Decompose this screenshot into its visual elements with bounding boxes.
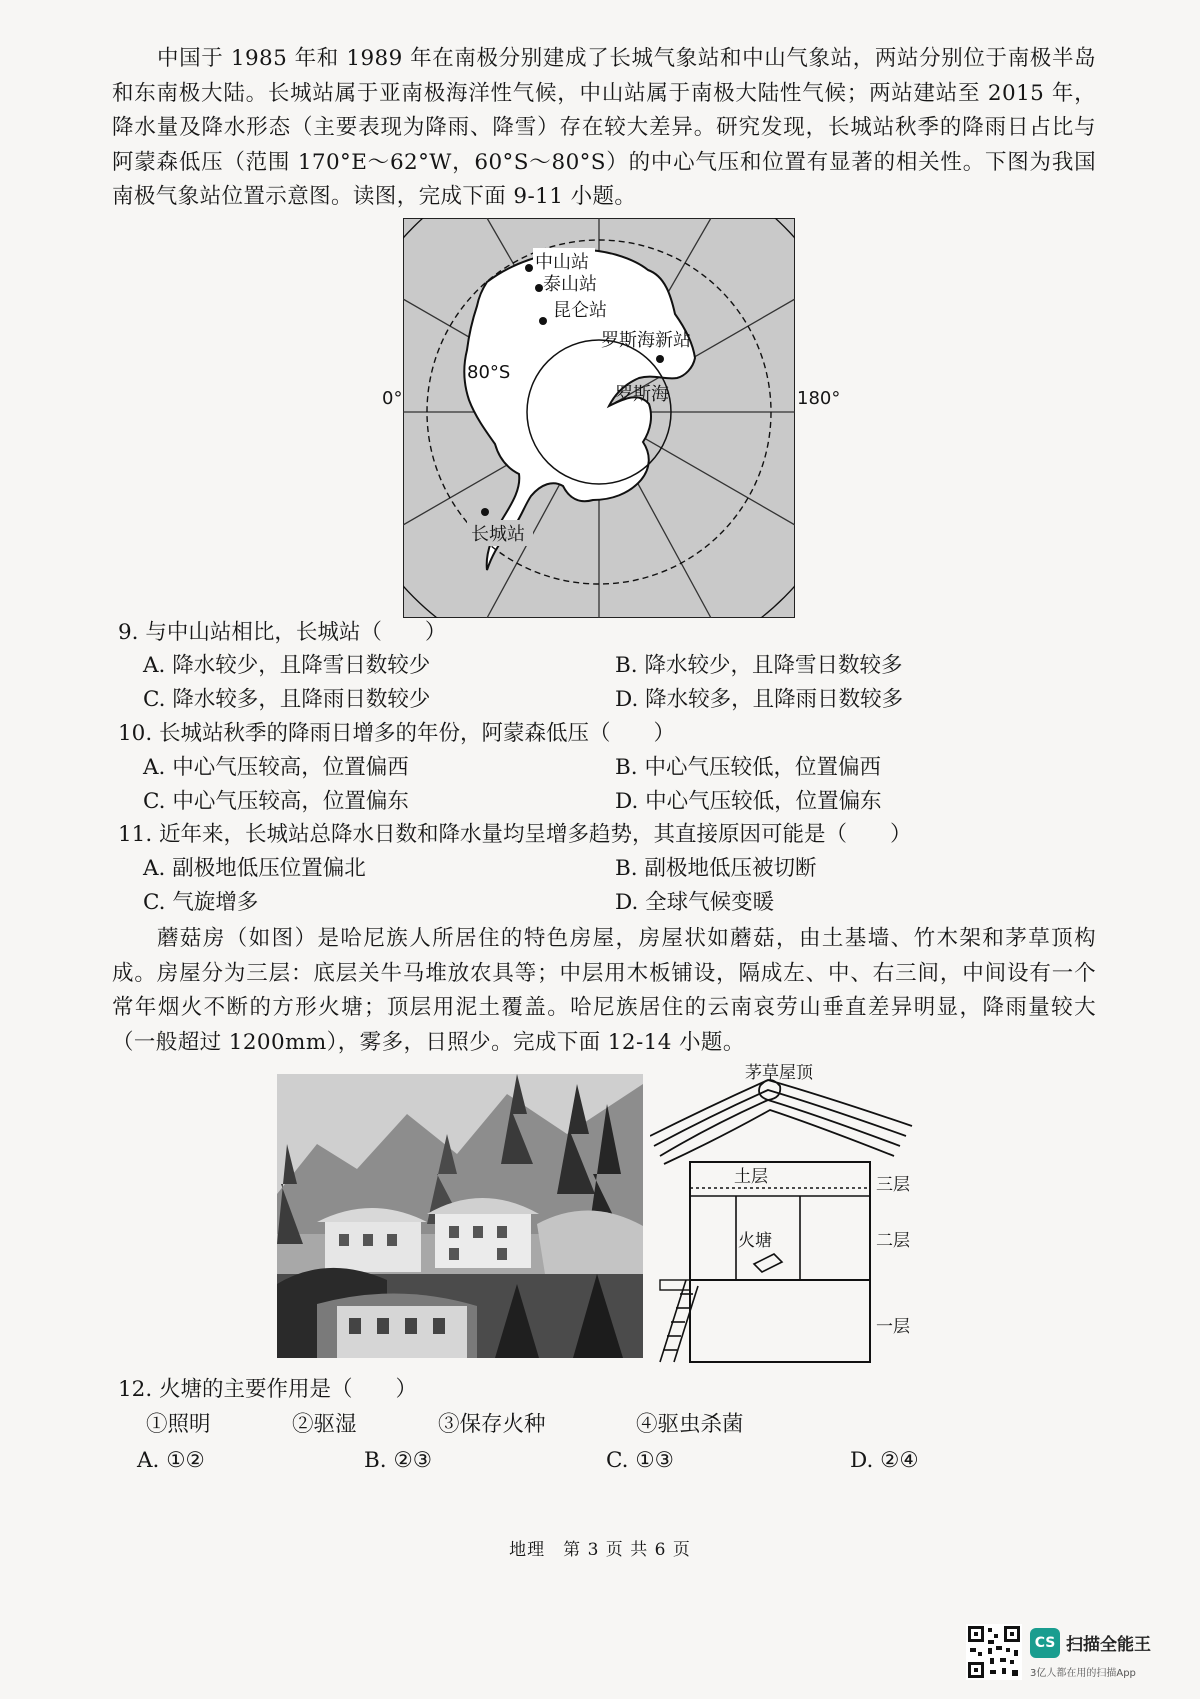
- fire-pit-shape: [754, 1254, 782, 1272]
- question-10-option-a[interactable]: A. 中心气压较高，位置偏西: [143, 755, 409, 780]
- question-10-stem: 10. 长城站秋季的降雨日增多的年份，阿蒙森低压（ ）: [118, 721, 676, 746]
- question-9-option-b[interactable]: B. 降水较少，且降雪日数较多: [615, 653, 903, 678]
- ross-sea-station-dot: [656, 355, 664, 363]
- scanner-app-tagline: 3亿人都在用的扫描App: [1030, 1668, 1136, 1679]
- taishan-station-label: 泰山站: [543, 274, 597, 295]
- fire-pit-label: 火塘: [738, 1231, 772, 1251]
- question-11-stem: 11. 近年来，长城站总降水日数和降水量均呈增多趋势，其直接原因可能是（ ）: [118, 822, 912, 847]
- ross-sea-station-label: 罗斯海新站: [601, 330, 691, 351]
- intro-text: 中国于 1985 年和 1989 年在南极分别建成了长城气象站和中山气象站，两站分别位于南极半岛和东南极大陆。长城站属于亚南极海洋性气候，中山站属于南极大陆性气候；两站建站至 2015 年，降水量及降水形态（主要表现为降雨、降雪）存在较大差异。研究发现，长城站秋季的降雨日占比与阿蒙森低压（范围 170°E～62°W，60°S～80°S）的中心气压和位置有显著的相关性。下图为我国南极气象站位置示意图。读图，完成下面 9-11 小题。: [112, 46, 1096, 209]
- great-wall-station-label: 长城站: [471, 524, 525, 545]
- page-footer: 地理 第 3 页 共 6 页: [509, 1540, 691, 1560]
- zhongshan-station-dot: [525, 264, 533, 272]
- question-9-stem: 9. 与中山站相比，长城站（ ）: [118, 620, 447, 645]
- q12-item-4: ④驱虫杀菌: [636, 1412, 744, 1437]
- question-9-option-d[interactable]: D. 降水较多，且降雨日数较多: [615, 687, 904, 712]
- ladder: [660, 1280, 698, 1362]
- soil-layer-label: 土层: [734, 1167, 768, 1187]
- antarctica-station-map: [403, 218, 795, 618]
- roof-label: 茅草屋顶: [745, 1063, 813, 1083]
- floor-3-label: 三层: [876, 1175, 910, 1195]
- intro-paragraph-antarctica: [112, 42, 1096, 215]
- zhongshan-station-label: 中山站: [535, 252, 589, 273]
- intro-paragraph-mushroom-house: [112, 922, 1096, 1060]
- house-wall: [690, 1162, 870, 1362]
- mushroom-house-photo: [277, 1074, 643, 1358]
- question-9-option-c[interactable]: C. 降水较多，且降雨日数较少: [143, 687, 431, 712]
- question-11-option-b[interactable]: B. 副极地低压被切断: [615, 856, 817, 881]
- lon-180-label: 180°: [797, 388, 841, 409]
- scanner-watermark: [966, 1624, 1186, 1686]
- question-12-stem: 12. 火塘的主要作用是（ ）: [118, 1377, 418, 1402]
- camscanner-logo-icon: CS: [1030, 1628, 1060, 1658]
- question-12-option-c[interactable]: C. ①③: [606, 1448, 674, 1473]
- lon-0-label: 0°: [382, 388, 403, 409]
- thatched-roof: [650, 1080, 912, 1164]
- q12-item-3: ③保存火种: [438, 1412, 546, 1437]
- floor-1-label: 一层: [876, 1317, 910, 1337]
- lat-80s-label: 80°S: [467, 362, 511, 383]
- question-9-option-a[interactable]: A. 降水较少，且降雪日数较少: [143, 653, 431, 678]
- question-12-option-d[interactable]: D. ②④: [850, 1448, 919, 1473]
- qr-code-icon: [966, 1624, 1022, 1680]
- scanner-app-name: 扫描全能王: [1066, 1635, 1151, 1655]
- great-wall-station-dot: [481, 508, 489, 516]
- ross-sea-label: 罗斯海: [615, 384, 669, 405]
- q12-item-1: ①照明: [146, 1412, 211, 1437]
- question-12-option-b[interactable]: B. ②③: [364, 1448, 433, 1473]
- q12-item-2: ②驱湿: [292, 1412, 357, 1437]
- mushroom-house-diagram: [650, 1066, 930, 1366]
- question-10-option-c[interactable]: C. 中心气压较高，位置偏东: [143, 789, 409, 814]
- question-11-option-d[interactable]: D. 全球气候变暖: [615, 890, 775, 915]
- intro-text: 蘑菇房（如图）是哈尼族人所居住的特色房屋，房屋状如蘑菇，由土基墙、竹木架和茅草顶构成。房屋分为三层：底层关牛马堆放农具等；中层用木板铺设，隔成左、中、右三间，中间设有一个常年烟火不断的方形火塘；顶层用泥土覆盖。哈尼族居住的云南哀劳山垂直差异明显，降雨量较大（一般超过 1200mm），雾多，日照少。完成下面 12-14 小题。: [112, 926, 1096, 1055]
- kunlun-station-label: 昆仑站: [553, 300, 607, 321]
- question-11-option-c[interactable]: C. 气旋增多: [143, 890, 259, 915]
- taishan-station-dot: [535, 284, 543, 292]
- kunlun-station-dot: [539, 317, 547, 325]
- question-10-option-b[interactable]: B. 中心气压较低，位置偏西: [615, 755, 881, 780]
- question-11-option-a[interactable]: A. 副极地低压位置偏北: [143, 856, 366, 881]
- question-12-option-a[interactable]: A. ①②: [137, 1448, 205, 1473]
- floor-2-label: 二层: [876, 1231, 910, 1251]
- question-10-option-d[interactable]: D. 中心气压较低，位置偏东: [615, 789, 882, 814]
